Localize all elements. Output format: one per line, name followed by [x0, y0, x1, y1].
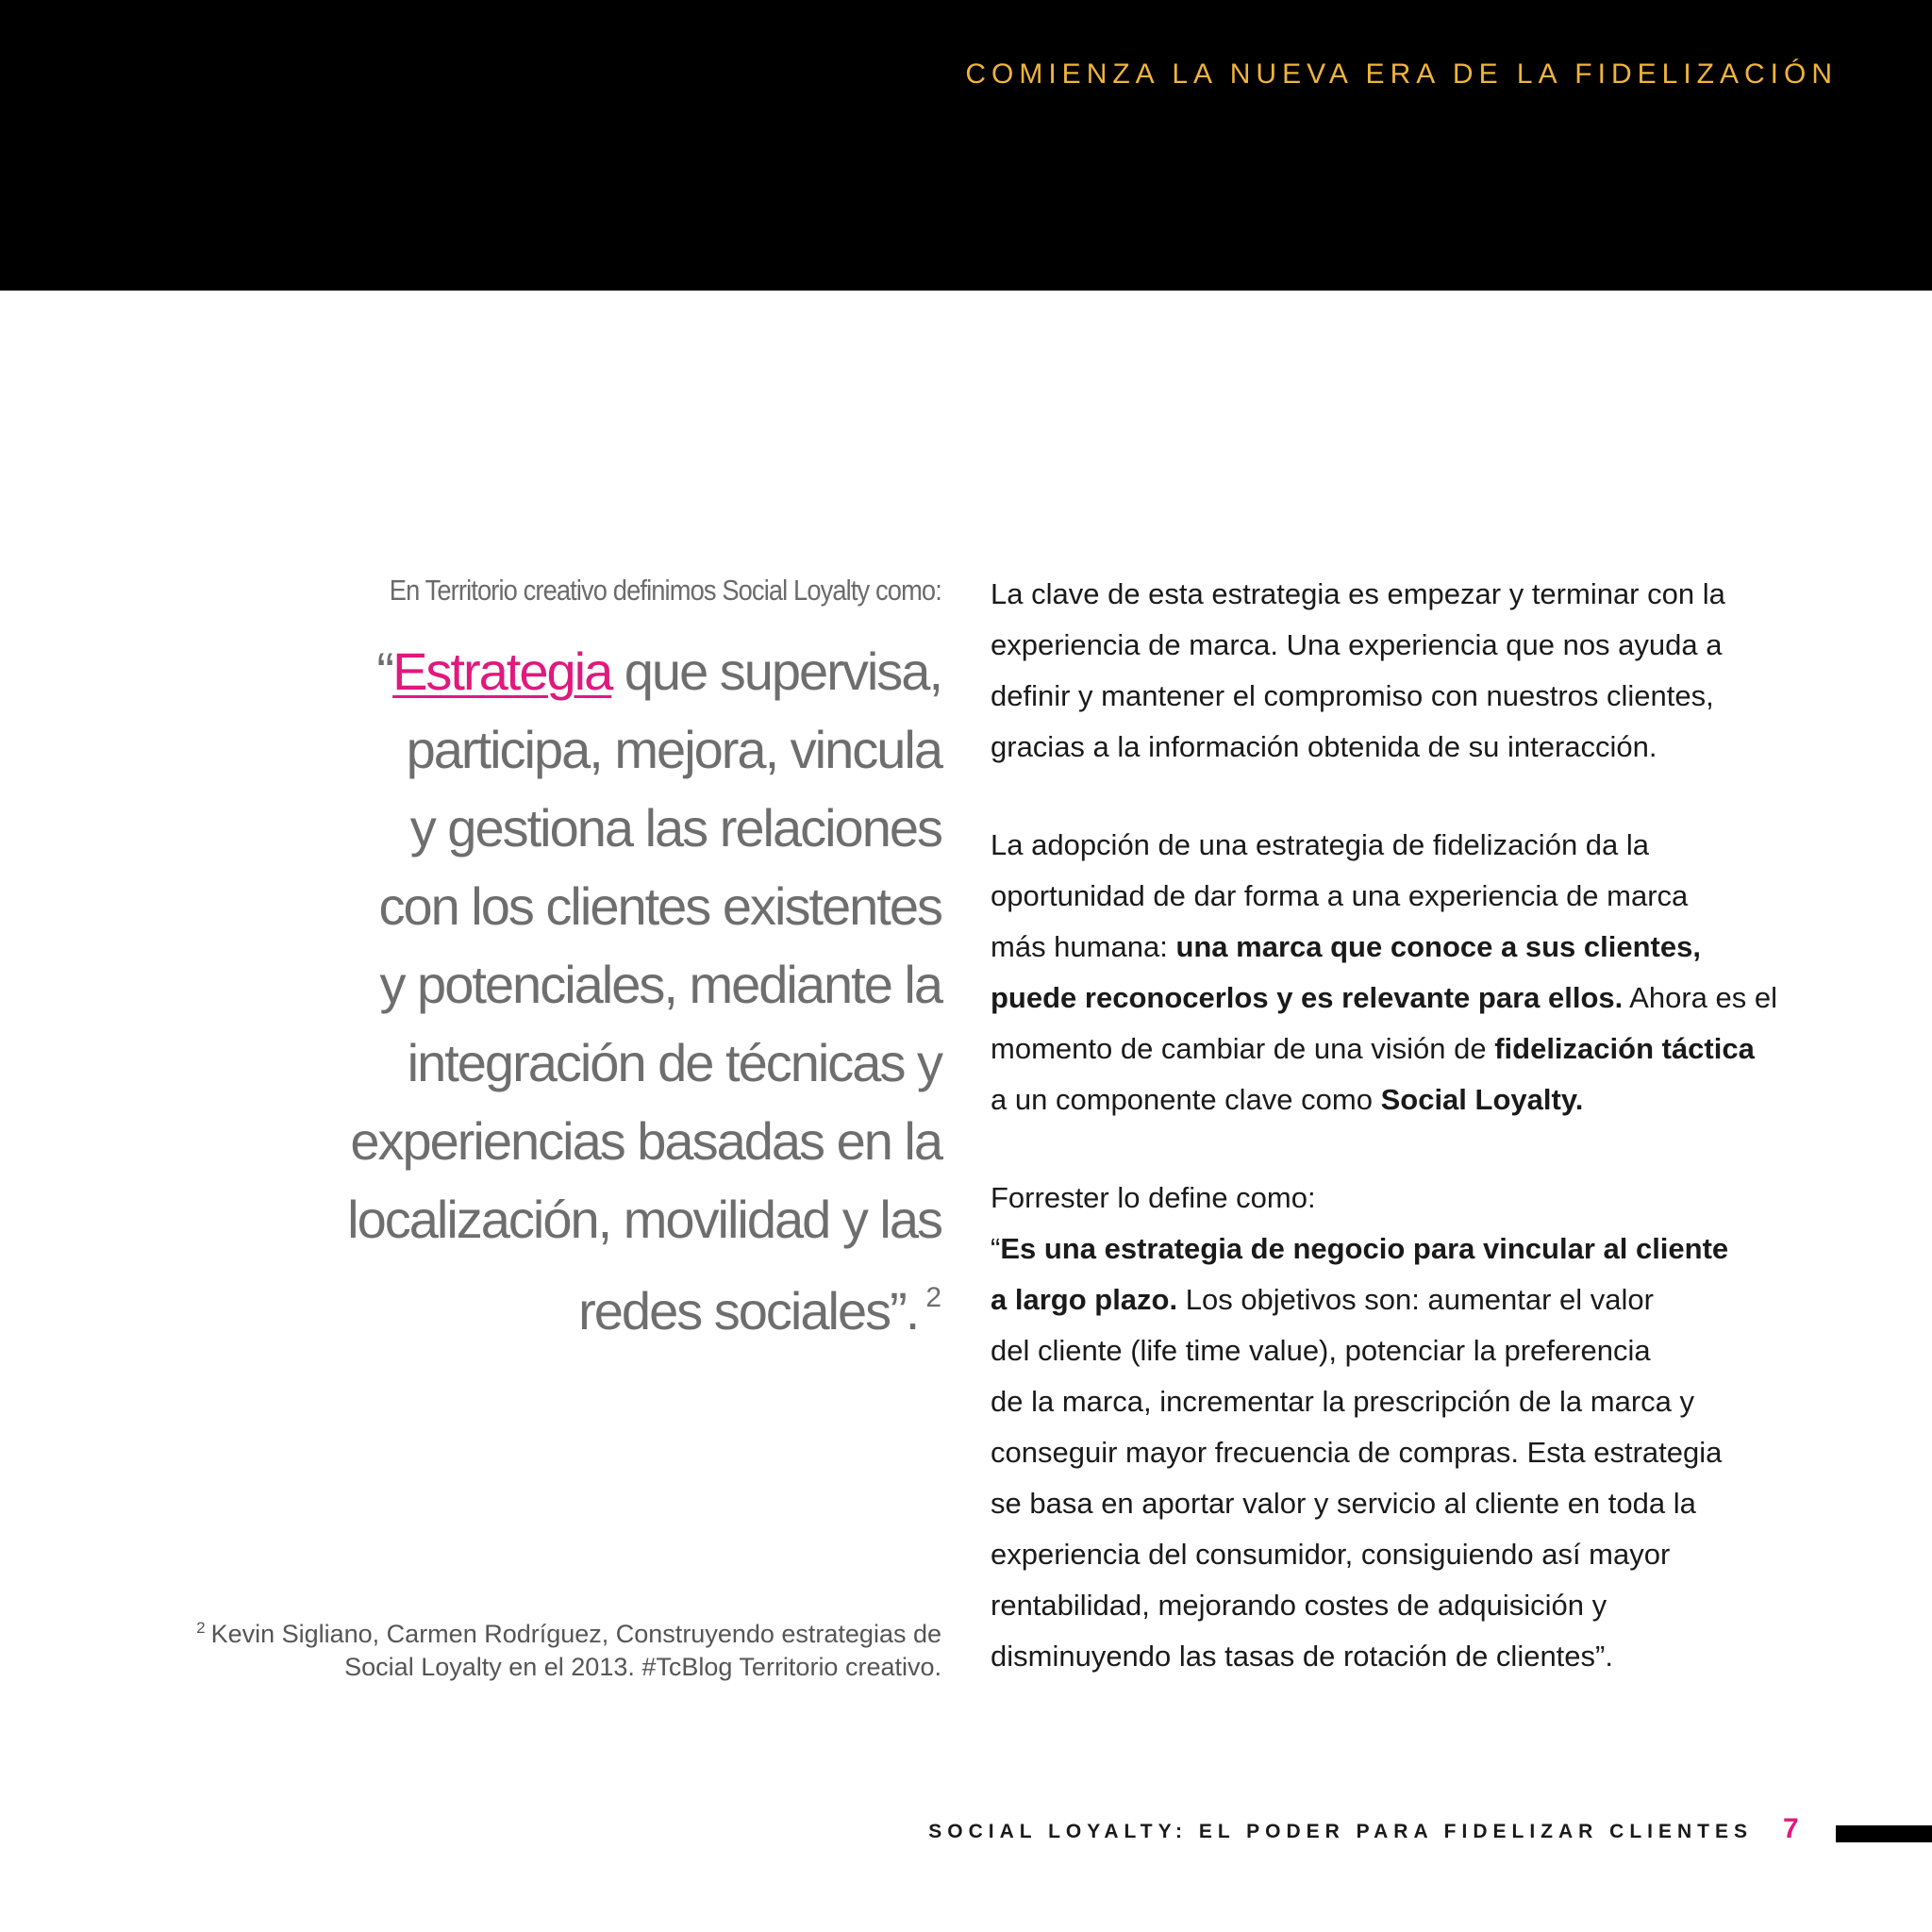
quote-line-9-text: redes sociales”.: [578, 1281, 919, 1341]
p3-line-7: se basa en aportar valor y servicio al cliente en toda la: [991, 1487, 1696, 1520]
p3-line-2: [991, 1224, 1868, 1274]
paragraph-2: [991, 820, 1868, 1125]
footer-title: SOCIAL LOYALTY: EL PODER PARA FIDELIZAR CLIENTES: [928, 1821, 1753, 1842]
page-number: 7: [1783, 1813, 1799, 1844]
p3-line-9: rentabilidad, mejorando costes de adquisición y: [991, 1589, 1607, 1622]
p3-line-10: disminuyendo las tasas de rotación de clientes”.: [991, 1640, 1613, 1673]
footnote-line-1: [196, 1611, 941, 1651]
p3-line-3-text: Los objetivos son: aumentar el valor: [1177, 1283, 1654, 1316]
p2-line-3: [991, 922, 1868, 973]
quote-line-8: localización, movilidad y las: [347, 1190, 941, 1249]
p2-line-3-text: más humana:: [991, 930, 1176, 963]
quote-line-7: experiencias basadas en la: [350, 1111, 941, 1171]
running-head: COMIENZA LA NUEVA ERA DE LA FIDELIZACIÓN: [965, 58, 1838, 90]
p3-line-5: de la marca, incrementar la prescripción de la marca y: [991, 1385, 1695, 1418]
quote-line-9: [281, 1258, 941, 1350]
p2-line-6-text: a un componente clave como: [991, 1083, 1381, 1116]
p3-line-4: del cliente (life time value), potenciar la preferencia: [991, 1334, 1651, 1367]
footnote-line-1-text: Kevin Sigliano, Carmen Rodríguez, Construyendo estrategias de: [210, 1620, 941, 1648]
p2-line-1: La adopción de una estrategia de fidelización da la: [991, 828, 1650, 861]
quote-line-3: y gestiona las relaciones: [409, 798, 941, 858]
quote-line-2: participa, mejora, vincula: [406, 720, 941, 779]
footnote-mark: 2: [196, 1619, 206, 1637]
p1-line-4: gracias a la información obtenida de su interacción.: [991, 730, 1657, 763]
p3-line-3: [991, 1274, 1868, 1325]
body-column: [991, 569, 1868, 1682]
p3-line-1: Forrester lo define como:: [991, 1181, 1316, 1214]
quote-footnote-ref: 2: [925, 1282, 941, 1313]
footnote-line-2: Social Loyalty en el 2013. #TcBlog Territorio creativo.: [344, 1653, 941, 1681]
quote-line-1: [281, 632, 941, 710]
quote-highlight-link[interactable]: Estrategia: [392, 641, 612, 701]
p3-line-3-bold: a largo plazo.: [991, 1283, 1178, 1316]
p2-line-3-bold: una marca que conoce a sus clientes,: [1175, 930, 1701, 963]
quote-intro: En Territorio creativo definimos Social Loyalty como:: [389, 574, 941, 607]
p2-line-5-bold: fidelización táctica: [1494, 1032, 1755, 1065]
p3-open-mark: “: [991, 1232, 1001, 1265]
p2-line-4-text: Ahora es el: [1623, 981, 1777, 1014]
p2-line-6: [991, 1074, 1868, 1125]
quote-open-mark: “: [376, 641, 393, 701]
p2-line-2: oportunidad de dar forma a una experiencia de marca: [991, 879, 1689, 912]
p1-line-3: definir y mantener el compromiso con nuestros clientes,: [991, 679, 1714, 712]
pull-quote: [281, 632, 941, 1350]
quote-line-5: y potenciales, mediante la: [379, 955, 941, 1014]
p2-line-5-text: momento de cambiar de una visión de: [991, 1032, 1495, 1065]
p2-line-4: [991, 973, 1868, 1024]
quote-line-6: integración de técnicas y: [407, 1033, 941, 1092]
p3-line-2-bold: Es una estrategia de negocio para vincular al cliente: [1000, 1232, 1729, 1265]
quote-line-1-text: que supervisa,: [611, 641, 941, 701]
header-band: [0, 0, 1932, 291]
footnote: [196, 1611, 941, 1684]
paragraph-1: [991, 569, 1868, 773]
p3-line-8: experiencia del consumidor, consiguiendo así mayor: [991, 1538, 1671, 1571]
quote-line-4: con los clientes existentes: [378, 876, 941, 936]
p1-line-2: experiencia de marca. Una experiencia que nos ayuda a: [991, 628, 1723, 661]
p2-line-5: [991, 1024, 1868, 1074]
paragraph-3: [991, 1173, 1868, 1682]
p2-line-4-bold: puede reconocerlos y es relevante para ellos.: [991, 981, 1624, 1014]
p3-line-6: conseguir mayor frecuencia de compras. Esta estrategia: [991, 1436, 1723, 1469]
p2-line-6-bold: Social Loyalty.: [1380, 1083, 1584, 1116]
p1-line-1: La clave de esta estrategia es empezar y terminar con la: [991, 577, 1725, 610]
footer-bar: [1836, 1825, 1932, 1842]
